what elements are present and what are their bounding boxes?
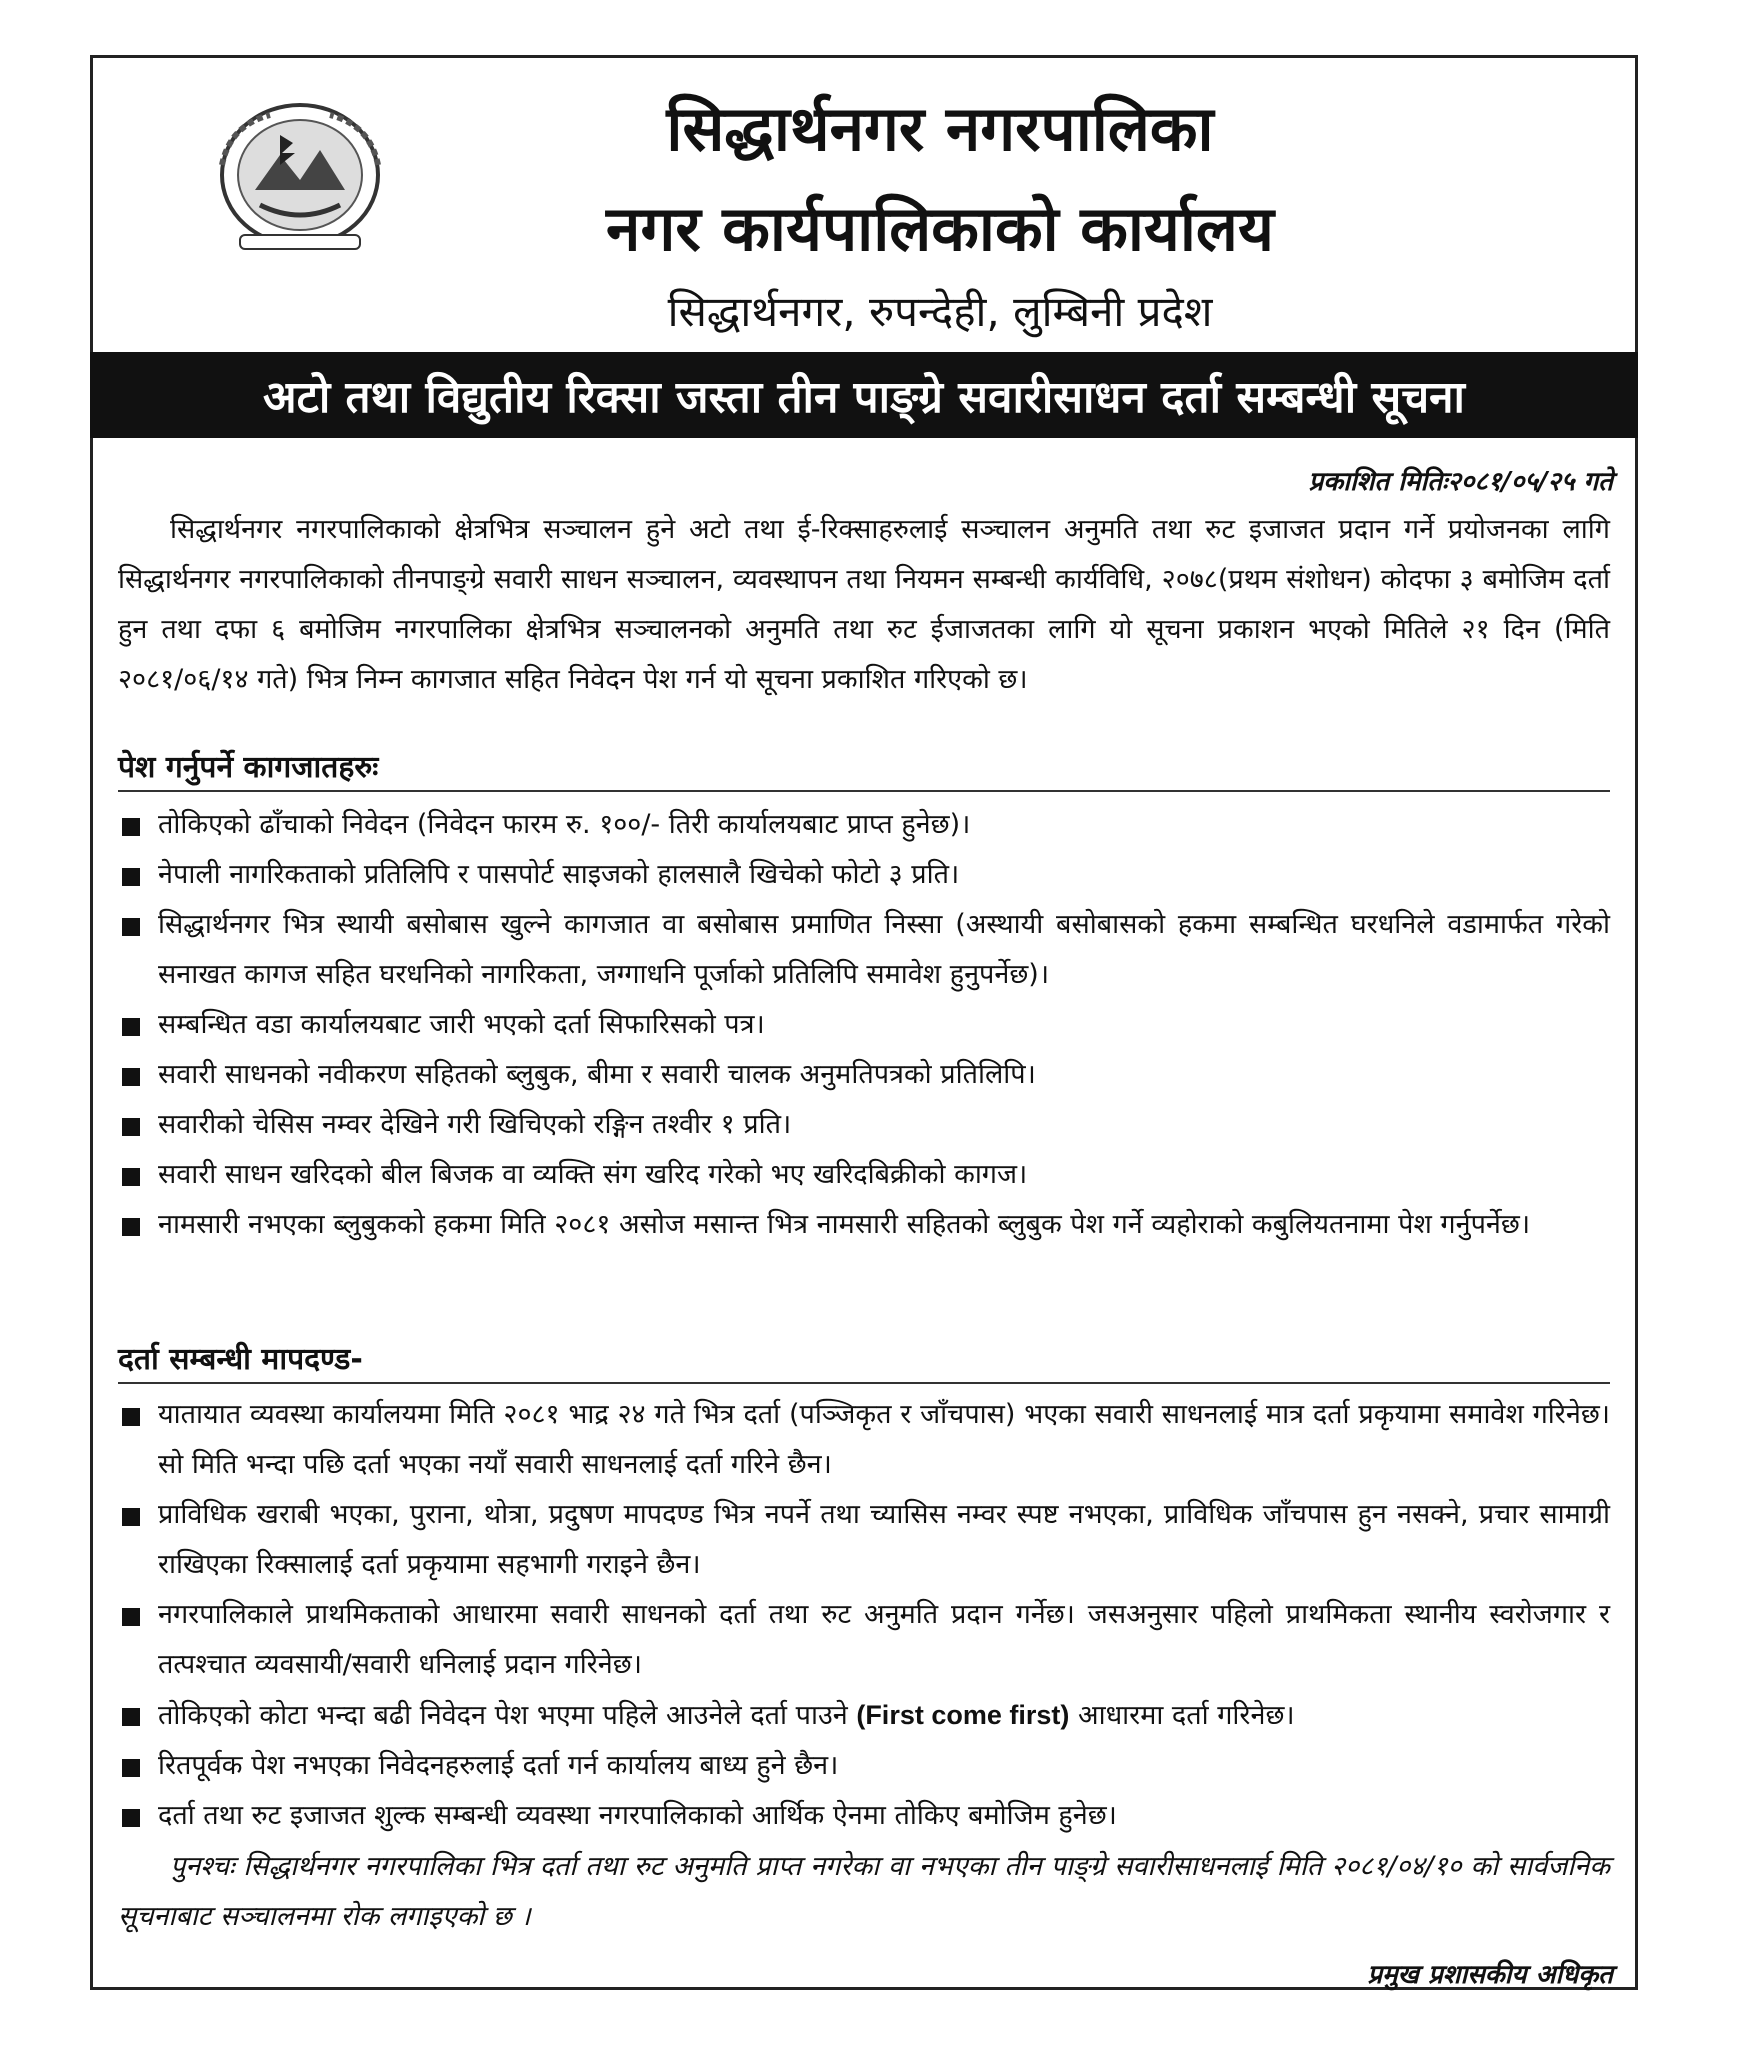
criteria-heading: दर्ता सम्बन्धी मापदण्ड- bbox=[118, 1337, 1610, 1384]
list-item: नगरपालिकाले प्राथमिकताको आधारमा सवारी साधनको दर्ता तथा रुट अनुमति प्रदान गर्नेछ। जसअनुसार पहिलो प्राथमिकता स्थानीय स्वरोजगार र तत्पश्चात व्यवसायी/सवारी धनिलाई प्रदान गरिनेछ। bbox=[118, 1590, 1610, 1690]
published-date: प्रकाशित मितिः२०८१/०५/२५ गते bbox=[1308, 467, 1613, 497]
square-bullet-icon bbox=[122, 918, 140, 936]
square-bullet-icon bbox=[122, 1218, 140, 1236]
list-item: सवारी साधनको नवीकरण सहितको ब्लुबुक, बीमा र सवारी चालक अनुमतिपत्रको प्रतिलिपि। bbox=[118, 1050, 1610, 1100]
criteria-list bbox=[118, 1390, 1610, 1841]
notice-banner: अटो तथा विद्युतीय रिक्सा जस्ता तीन पाङ्ग्रे सवारीसाधन दर्ता सम्बन्धी सूचना bbox=[90, 352, 1638, 438]
square-bullet-icon bbox=[122, 1809, 140, 1827]
signatory-title: प्रमुख प्रशासकीय अधिकृत bbox=[1367, 1960, 1613, 1990]
square-bullet-icon bbox=[122, 1408, 140, 1426]
list-item: तोकिएको कोटा भन्दा बढी निवेदन पेश भएमा पहिले आउनेले दर्ता पाउने (First come first) आधारमा दर्ता गरिनेछ। bbox=[118, 1690, 1610, 1741]
square-bullet-icon bbox=[122, 1708, 140, 1726]
list-item: सवारीको चेसिस नम्वर देखिने गरी खिचिएको रङ्गिन तश्वीर १ प्रति। bbox=[118, 1100, 1610, 1150]
list-item: यातायात व्यवस्था कार्यालयमा मिति २०८१ भाद्र २४ गते भित्र दर्ता (पञ्जिकृत र जाँचपास) भएका सवारी साधनलाई मात्र दर्ता प्रकृयामा समावेश गरिनेछ। सो मिति भन्दा पछि दर्ता भएका नयाँ सवारी साधनलाई दर्ता गरिने छैन। bbox=[118, 1390, 1610, 1490]
square-bullet-icon bbox=[122, 1118, 140, 1136]
list-item: सवारी साधन खरिदको बील बिजक वा व्यक्ति संग खरिद गरेको भए खरिदबिक्रीको कागज। bbox=[118, 1150, 1610, 1200]
square-bullet-icon bbox=[122, 868, 140, 886]
list-item: प्राविधिक खराबी भएका, पुराना, थोत्रा, प्रदुषण मापदण्ड भित्र नपर्ने तथा च्यासिस नम्वर स्पष्ट नभएका, प्राविधिक जाँचपास हुन नसक्ने, प्रचार सामाग्री राखिएका रिक्सालाई दर्ता प्रकृयामा सहभागी गराइने छैन। bbox=[118, 1490, 1610, 1590]
office-title-line2: नगर कार्यपालिकाको कार्यालय bbox=[606, 192, 1274, 265]
list-item: रितपूर्वक पेश नभएका निवेदनहरुलाई दर्ता गर्न कार्यालय बाध्य हुने छैन। bbox=[118, 1741, 1610, 1791]
square-bullet-icon bbox=[122, 1018, 140, 1036]
square-bullet-icon bbox=[122, 1759, 140, 1777]
list-item: नामसारी नभएका ब्लुबुकको हकमा मिति २०८१ असोज मसान्त भित्र नामसारी सहितको ब्लुबुक पेश गर्ने व्यहोराको कबुलियतनामा पेश गर्नुपर्नेछ। bbox=[118, 1200, 1610, 1250]
list-item: दर्ता तथा रुट इजाजत शुल्क सम्बन्धी व्यवस्था नगरपालिकाको आर्थिक ऐनमा तोकिए बमोजिम हुनेछ। bbox=[118, 1791, 1610, 1841]
square-bullet-icon bbox=[122, 818, 140, 836]
square-bullet-icon bbox=[122, 1168, 140, 1186]
nepal-emblem-icon bbox=[160, 95, 440, 255]
list-item: सिद्धार्थनगर भित्र स्थायी बसोबास खुल्ने कागजात वा बसोबास प्रमाणित निस्सा (अस्थायी बसोबासको हकमा सम्बन्धित घरधनिले वडामार्फत गरेको सनाखत कागज सहित घरधनिको नागरिकता, जग्गाधनि पूर्जाको प्रतिलिपि समावेश हुनुपर्नेछ)। bbox=[118, 900, 1610, 1000]
intro-paragraph: सिद्धार्थनगर नगरपालिकाको क्षेत्रभित्र सञ्चालन हुने अटो तथा ई-रिक्साहरुलाई सञ्चालन अनुमति तथा रुट इजाजत प्रदान गर्ने प्रयोजनका लागि सिद्धार्थनगर नगरपालिकाको तीनपाङ्ग्रे सवारी साधन सञ्चालन, व्यवस्थापन तथा नियमन सम्बन्धी कार्यविधि, २०७८(प्रथम संशोधन) कोदफा ३ बमोजिम दर्ता हुन तथा दफा ६ बमोजिम नगरपालिका क्षेत्रभित्र सञ्चालनको अनुमति तथा रुट ईजाजतका लागि यो सूचना प्रकाशन भएको मितिले २१ दिन (मिति २०८१/०६/१४ गते) भित्र निम्न कागजात सहित निवेदन पेश गर्न यो सूचना प्रकाशित गरिएको छ। bbox=[118, 514, 1610, 695]
list-item: नेपाली नागरिकताको प्रतिलिपि र पासपोर्ट साइजको हालसालै खिचेको फोटो ३ प्रति। bbox=[118, 850, 1610, 900]
documents-heading: पेश गर्नुपर्ने कागजातहरुः bbox=[118, 745, 1610, 792]
postscript: पुनश्चः सिद्धार्थनगर नगरपालिका भित्र दर्ता तथा रुट अनुमति प्राप्त नगरेका वा नभएका तीन पाङ्ग्रे सवारीसाधनलाई मिति २०८१/०४/१० को सार्वजनिक सूचनाबाट सञ्चालनमा रोक लगाइएको छ । bbox=[118, 1851, 1610, 1932]
first-come-first-text: (First come first) bbox=[856, 1700, 1070, 1730]
office-title-line1: सिद्धार्थनगर नगरपालिका bbox=[666, 92, 1214, 165]
office-address: सिद्धार्थनगर, रुपन्देही, लुम्बिनी प्रदेश bbox=[667, 287, 1213, 336]
documents-list bbox=[118, 800, 1610, 1250]
list-item: तोकिएको ढाँचाको निवेदन (निवेदन फारम रु. १००/- तिरी कार्यालयबाट प्राप्त हुनेछ)। bbox=[118, 800, 1610, 850]
square-bullet-icon bbox=[122, 1608, 140, 1626]
square-bullet-icon bbox=[122, 1508, 140, 1526]
list-item: सम्बन्धित वडा कार्यालयबाट जारी भएको दर्ता सिफारिसको पत्र। bbox=[118, 1000, 1610, 1050]
square-bullet-icon bbox=[122, 1068, 140, 1086]
